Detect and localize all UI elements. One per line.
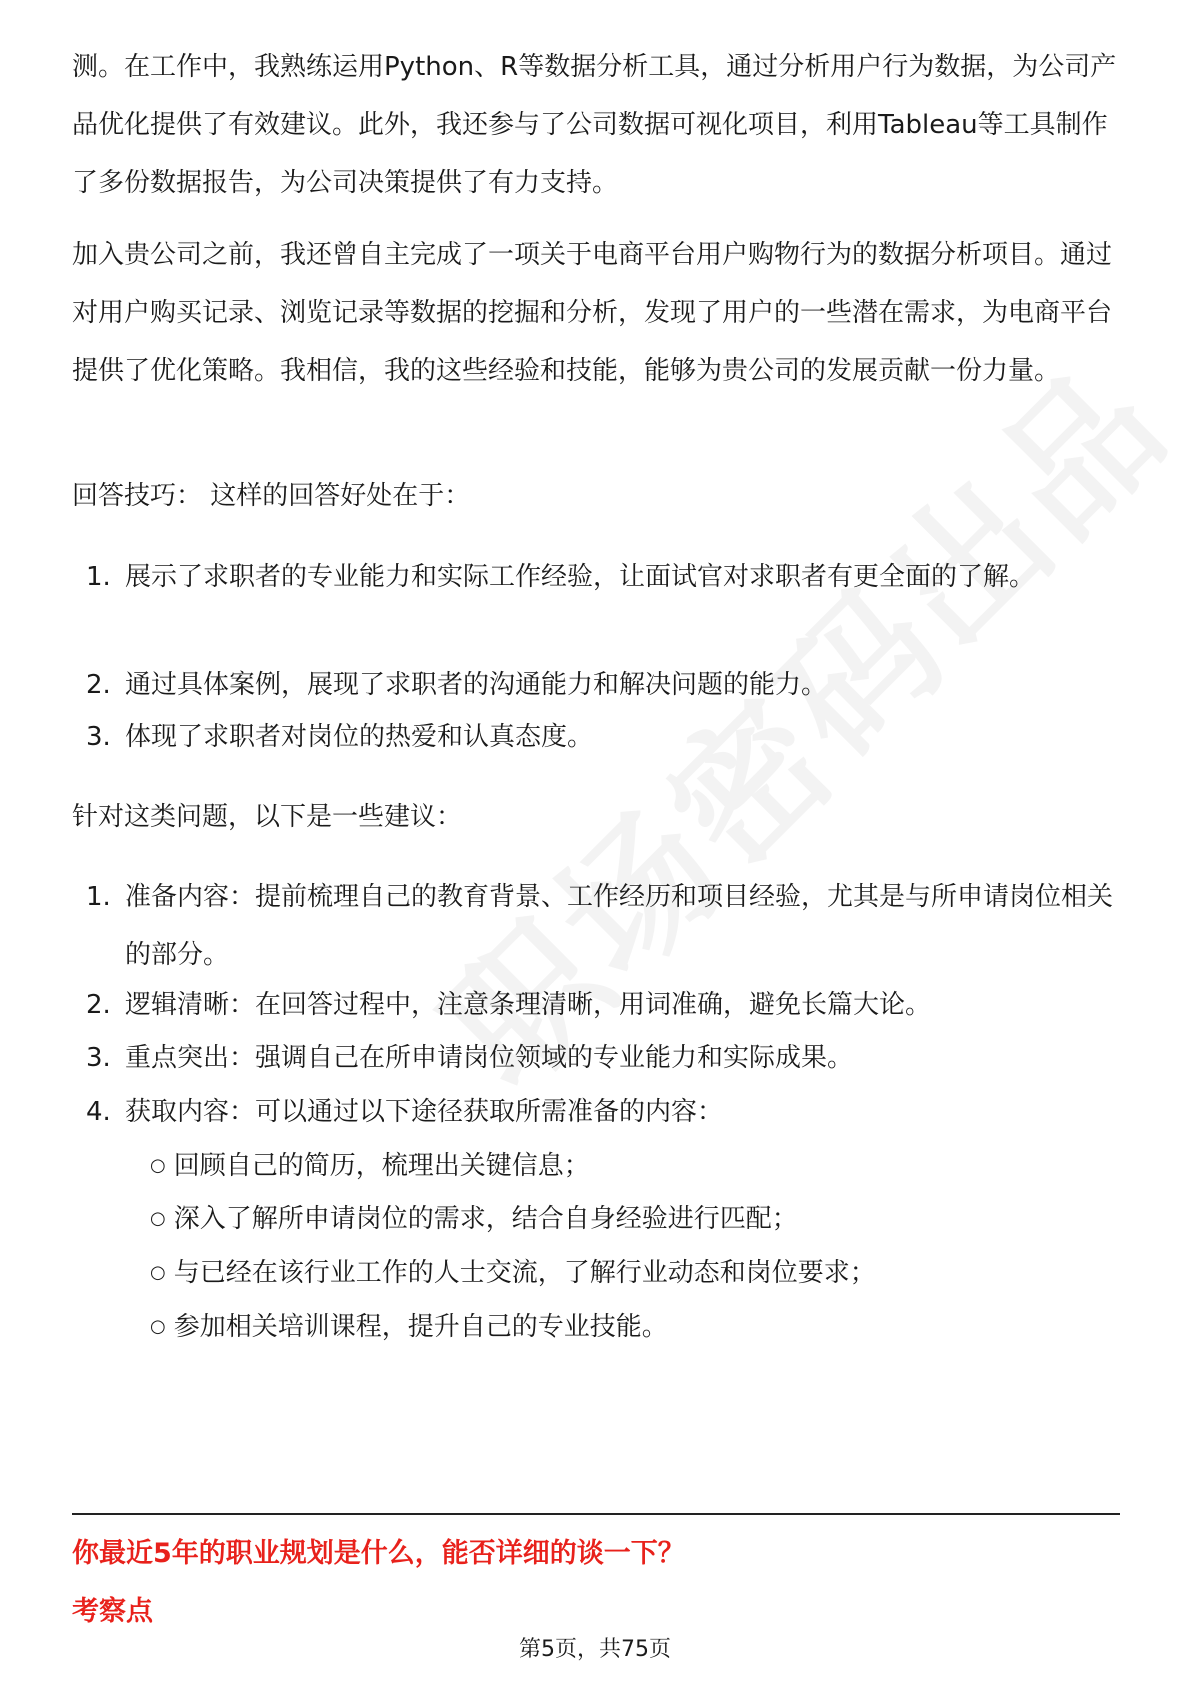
page-footer: 第5页，共75页 xyxy=(519,1637,671,1662)
sub-bullet-item: ○ 与已经在该行业工作的人士交流，了解行业动态和岗位要求； xyxy=(150,1244,876,1302)
paragraph-experience: 测。在工作中，我熟练运用Python、R等数据分析工具，通过分析用户行为数据，为公司产品优化提供了有效建议。此外，我还参与了公司数据可视化项目，利用Tableau等工具制作了多份数据报告，为公司决策提供了有力支持。 xyxy=(72,52,1117,198)
suggestion-item: 重点突出：强调自己在所申请岗位领域的专业能力和实际成果。 xyxy=(125,1043,854,1073)
suggestions-heading: 针对这类问题，以下是一些建议： xyxy=(72,802,463,832)
suggestion-item: 准备内容：提前梳理自己的教育背景、工作经历和项目经验，尤其是与所申请岗位相关的部分。 xyxy=(125,882,1114,970)
bullet-circle-icon: ○ xyxy=(150,1316,166,1337)
suggestion-item: 逻辑清晰：在回答过程中，注意条理清晰，用词准确，避免长篇大论。 xyxy=(125,990,932,1020)
sub-bullet-item: ○ 回顾自己的简历，梳理出关键信息； xyxy=(150,1137,590,1195)
answer-tips-heading: 回答技巧： 这样的回答好处在于： xyxy=(72,481,471,511)
next-question-title: 你最近5年的职业规划是什么，能否详细的谈一下？ xyxy=(72,1538,685,1569)
benefit-number: 2. xyxy=(86,670,111,700)
bullet-circle-icon: ○ xyxy=(150,1208,166,1229)
benefit-number: 1. xyxy=(86,562,111,592)
benefit-item: 体现了求职者对岗位的热爱和认真态度。 xyxy=(125,722,594,752)
sub-bullet-item: ○ 参加相关培训课程，提升自己的专业技能。 xyxy=(150,1298,668,1356)
sub-bullet-item: ○ 深入了解所申请岗位的需求，结合自身经验进行匹配； xyxy=(150,1190,798,1248)
benefit-number: 3. xyxy=(86,722,111,752)
paragraph-project: 加入贵公司之前，我还曾自主完成了一项关于电商平台用户购物行为的数据分析项目。通过对用户购买记录、浏览记录等数据的挖掘和分析，发现了用户的一些潜在需求，为电商平台提供了优化策略。我相信，我的这些经验和技能，能够为贵公司的发展贡献一份力量。 xyxy=(72,240,1113,386)
suggestion-number: 1. xyxy=(86,882,111,912)
benefit-item: 展示了求职者的专业能力和实际工作经验，让面试官对求职者有更全面的了解。 xyxy=(125,562,1036,592)
divider xyxy=(72,1513,1120,1515)
suggestion-item: 获取内容：可以通过以下途径获取所需准备的内容： xyxy=(125,1097,724,1127)
section-heading: 考察点 xyxy=(72,1596,153,1627)
bullet-circle-icon: ○ xyxy=(150,1262,166,1283)
benefit-item: 通过具体案例，展现了求职者的沟通能力和解决问题的能力。 xyxy=(125,670,828,700)
suggestion-number: 4. xyxy=(86,1097,111,1127)
bullet-circle-icon: ○ xyxy=(150,1155,166,1176)
suggestion-number: 2. xyxy=(86,990,111,1020)
suggestion-number: 3. xyxy=(86,1043,111,1073)
